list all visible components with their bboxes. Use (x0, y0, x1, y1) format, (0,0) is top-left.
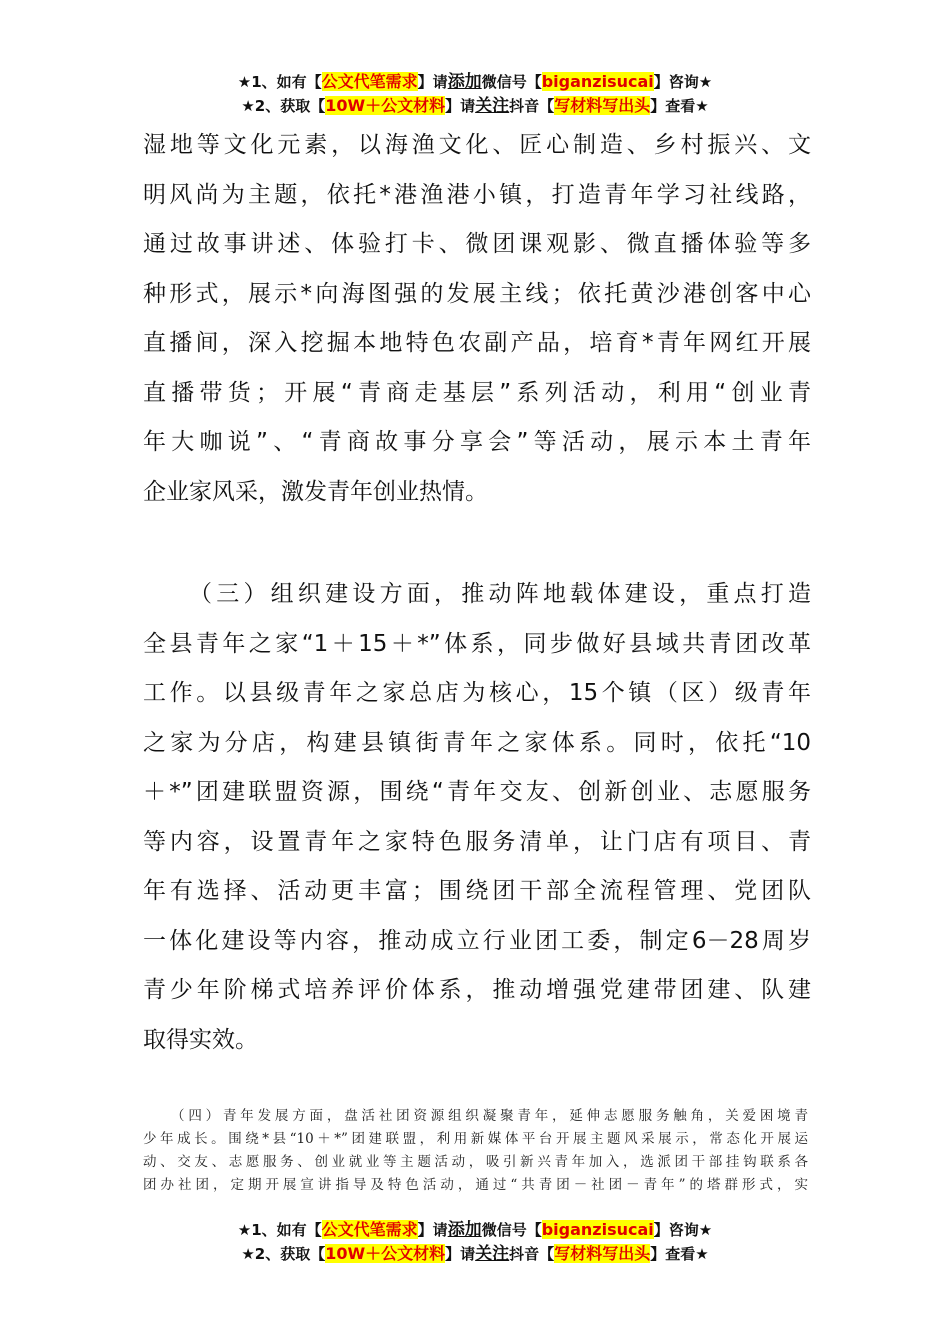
banner-text: 】查看★ (650, 97, 709, 115)
paragraph-line: 通过故事讲述、体验打卡、微团课观影、微直播体验等多 (143, 231, 811, 257)
paragraph-line: 团办社团，定期开展宣讲指导及特色活动，通过“共青团－社团－青年”的塔群形式，实 (143, 1177, 808, 1193)
banner-underline-text: 添加 (447, 1220, 482, 1240)
banner-highlight-service: 公文代笔需求 (321, 72, 418, 91)
banner-text: 】请 (445, 97, 476, 115)
banner-text: 】咨询★ (653, 73, 713, 91)
paragraph-line: 年大咖说”、“青商故事分享会”等活动，展示本土青年 (143, 429, 811, 455)
paragraph-line: 企业家风采，激发青年创业热情。 (143, 478, 488, 505)
banner-highlight-wechat: biganzisucai (541, 1220, 654, 1239)
banner-underline-text: 关注 (475, 1244, 510, 1264)
body-paragraph-1 (143, 121, 811, 517)
banner-line-2 (0, 1242, 950, 1266)
banner-text: 】请 (417, 1221, 448, 1239)
footer-banner (0, 1218, 950, 1266)
header-banner (0, 70, 950, 118)
banner-highlight-wechat: biganzisucai (541, 72, 654, 91)
banner-highlight-service: 公文代笔需求 (321, 1220, 418, 1239)
banner-text: 】请 (417, 73, 448, 91)
body-paragraph-2 (143, 570, 811, 1065)
banner-highlight-douyin: 写材料写出头 (554, 1244, 651, 1263)
paragraph-line: 一体化建设等内容，推动成立行业团工委，制定6－28周岁 (143, 927, 811, 954)
paragraph-line: 年有选择、活动更丰富；围绕团干部全流程管理、党团队 (143, 878, 811, 904)
paragraph-line: 之家为分店，构建县镇街青年之家体系。同时，依托“10 (143, 729, 811, 756)
paragraph-line: 青少年阶梯式培养评价体系，推动增强党建带团建、队建 (143, 977, 811, 1003)
paragraph-line: （四）青年发展方面，盘活社团资源组织凝聚青年，延伸志愿服务触角，关爱困境青 (171, 1108, 808, 1124)
banner-text: 抖音【 (509, 1245, 555, 1263)
banner-line-1 (0, 70, 950, 94)
paragraph-line: 动、交友、志愿服务、创业就业等主题活动，吸引新兴青年加入，选派团干部挂钩联系各 (143, 1154, 808, 1170)
banner-text: ★1、如有【 (237, 1221, 322, 1239)
paragraph-line: （三）组织建设方面，推动阵地载体建设，重点打造 (189, 581, 811, 607)
paragraph-line: 全县青年之家“1＋15＋*”体系，同步做好县域共青团改革 (143, 630, 811, 657)
paragraph-line: 明风尚为主题，依托*港渔港小镇，打造青年学习社线路， (143, 181, 811, 208)
banner-text: 微信号【 (481, 73, 542, 91)
paragraph-line: 工作。以县级青年之家总店为核心，15个镇（区）级青年 (143, 680, 811, 706)
paragraph-line: 少年成长。围绕*县“10＋*”团建联盟，利用新媒体平台开展主题风采展示，常态化开展运 (143, 1131, 808, 1147)
banner-text: 】查看★ (650, 1245, 709, 1263)
banner-line-2 (0, 94, 950, 118)
paragraph-line: 取得实效。 (143, 1026, 258, 1053)
banner-text: 微信号【 (481, 1221, 542, 1239)
banner-highlight-douyin: 写材料写出头 (554, 96, 651, 115)
banner-underline-text: 关注 (475, 96, 510, 116)
paragraph-line: 湿地等文化元素，以海渔文化、匠心制造、乡村振兴、文 (143, 132, 811, 158)
banner-text: ★2、获取【 (241, 97, 326, 115)
banner-text: 抖音【 (509, 97, 555, 115)
paragraph-line: 等内容，设置青年之家特色服务清单，让门店有项目、青 (143, 828, 811, 855)
banner-highlight-materials: 10W＋公文材料 (325, 1244, 446, 1263)
banner-highlight-materials: 10W＋公文材料 (325, 96, 446, 115)
banner-underline-text: 添加 (447, 72, 482, 92)
banner-text: 】请 (445, 1245, 476, 1263)
banner-line-1 (0, 1218, 950, 1242)
banner-text: ★2、获取【 (241, 1245, 326, 1263)
paragraph-line: ＋*”团建联盟资源，围绕“青年交友、创新创业、志愿服务 (143, 779, 811, 805)
paragraph-line: 直播间，深入挖掘本地特色农副产品，培育*青年网红开展 (143, 330, 811, 356)
body-paragraph-3 (143, 1105, 808, 1197)
banner-text: 】咨询★ (653, 1221, 713, 1239)
paragraph-line: 种形式，展示*向海图强的发展主线；依托黄沙港创客中心 (143, 280, 811, 307)
banner-text: ★1、如有【 (237, 73, 322, 91)
paragraph-line: 直播带货；开展“青商走基层”系列活动，利用“创业青 (143, 379, 811, 406)
